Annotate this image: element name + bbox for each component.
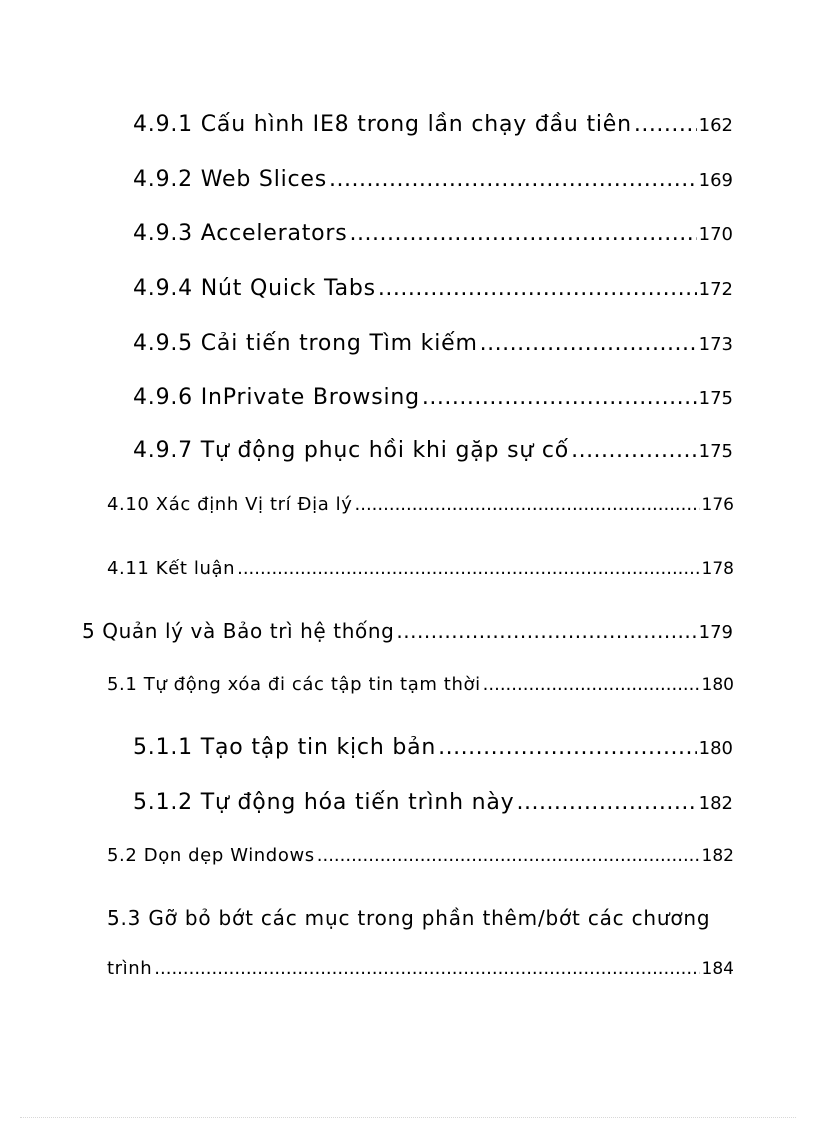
toc-leader-dots bbox=[634, 112, 697, 137]
toc-entry-title: 5 Quản lý và Bảo trì hệ thống bbox=[82, 619, 395, 643]
toc-entry[interactable] bbox=[133, 438, 733, 463]
toc-entry-page: 173 bbox=[698, 334, 733, 355]
toc-entry-title: 4.9.7 Tự động phục hồi khi gặp sự cố bbox=[133, 438, 570, 463]
toc-entry[interactable] bbox=[133, 112, 733, 137]
toc-leader-dots bbox=[237, 558, 699, 579]
toc-entry-title: 5.2 Dọn dẹp Windows bbox=[107, 845, 315, 866]
toc-entry-title: 4.9.1 Cấu hình IE8 trong lần chạy đầu tiên bbox=[133, 112, 632, 137]
toc-leader-dots bbox=[317, 845, 700, 866]
toc-entry-title: 4.9.4 Nút Quick Tabs bbox=[133, 276, 376, 301]
toc-entry[interactable] bbox=[133, 167, 733, 192]
toc-leader-dots bbox=[438, 735, 696, 760]
toc-entry-page: 172 bbox=[698, 279, 733, 300]
toc-entry[interactable] bbox=[107, 845, 734, 866]
toc-entry[interactable] bbox=[107, 558, 734, 579]
toc-entry[interactable] bbox=[107, 494, 734, 515]
toc-entry-title: 5.1.1 Tạo tập tin kịch bản bbox=[133, 735, 437, 760]
toc-entry-page: 180 bbox=[701, 675, 734, 695]
toc-entry[interactable] bbox=[107, 674, 734, 695]
toc-entry[interactable] bbox=[107, 958, 734, 979]
toc-entry-page: 184 bbox=[701, 959, 734, 979]
toc-leader-dots bbox=[350, 221, 697, 246]
toc-entry[interactable] bbox=[133, 385, 733, 410]
toc-entry-title: 4.11 Kết luận bbox=[107, 558, 236, 579]
toc-leader-dots bbox=[396, 619, 696, 643]
toc-leader-dots bbox=[422, 385, 697, 410]
toc-leader-dots bbox=[480, 331, 697, 356]
toc-entry-page: 170 bbox=[698, 224, 733, 245]
toc-leader-dots bbox=[571, 438, 697, 463]
toc-entry-page: 178 bbox=[701, 559, 734, 579]
toc-entry[interactable] bbox=[82, 619, 733, 643]
toc-entry[interactable] bbox=[133, 790, 733, 815]
toc-entry-page: 182 bbox=[698, 793, 733, 814]
toc-entry-page: 176 bbox=[701, 495, 734, 515]
toc-leader-dots bbox=[154, 958, 699, 979]
toc-leader-dots bbox=[329, 167, 697, 192]
toc-entry-title: 5.1.2 Tự động hóa tiến trình này bbox=[133, 790, 515, 815]
toc-entry-page: 175 bbox=[698, 441, 733, 462]
toc-entry-title: trình bbox=[107, 958, 153, 979]
toc-entry-title: 4.9.5 Cải tiến trong Tìm kiếm bbox=[133, 331, 478, 356]
toc-entry-page: 162 bbox=[698, 115, 733, 136]
toc-entry-title-line1[interactable]: 5.3 Gỡ bỏ bớt các mục trong phần thêm/bớt các chương bbox=[107, 906, 711, 930]
toc-leader-dots bbox=[355, 494, 700, 515]
toc-entry-title: 4.9.6 InPrivate Browsing bbox=[133, 385, 420, 410]
toc-leader-dots bbox=[483, 674, 700, 695]
toc-entry[interactable] bbox=[133, 331, 733, 356]
toc-entry[interactable] bbox=[133, 735, 733, 760]
toc-entry-page: 169 bbox=[698, 170, 733, 191]
toc-entry-page: 182 bbox=[701, 846, 734, 866]
toc-entry-page: 175 bbox=[698, 388, 733, 409]
toc-entry-title: 5.1 Tự động xóa đi các tập tin tạm thời bbox=[107, 674, 481, 695]
toc-entry-page: 180 bbox=[698, 738, 733, 759]
toc-entry-title: 4.10 Xác định Vị trí Địa lý bbox=[107, 494, 353, 515]
toc-entry-page: 179 bbox=[698, 622, 733, 643]
toc-entry[interactable] bbox=[133, 276, 733, 301]
toc-entry-title: 4.9.2 Web Slices bbox=[133, 167, 328, 192]
page-bottom-divider bbox=[20, 1117, 796, 1118]
toc-leader-dots bbox=[378, 276, 697, 301]
toc-leader-dots bbox=[516, 790, 696, 815]
toc-entry-title: 4.9.3 Accelerators bbox=[133, 221, 348, 246]
toc-entry[interactable] bbox=[133, 221, 733, 246]
